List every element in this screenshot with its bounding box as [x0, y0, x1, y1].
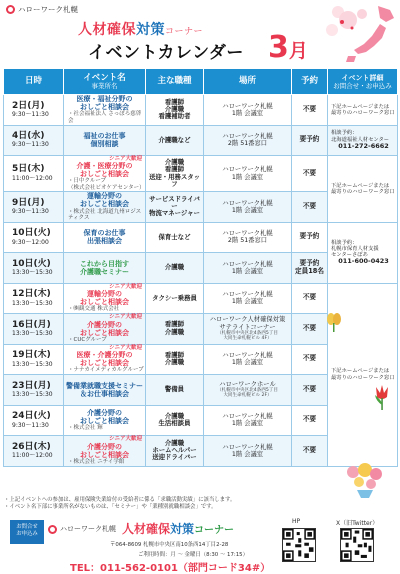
table-row	[4, 125, 398, 156]
event-title: 保育のお仕事 出張相談会	[83, 229, 126, 246]
reservation-status: 不要	[302, 354, 317, 363]
month-label	[268, 30, 308, 65]
place-cell	[204, 405, 292, 436]
details-text: 相談予約： 北海道福祉人材センター	[331, 130, 390, 143]
note-2: ・イベント名下部に事業所名がないものは、「セミナー」や「業種別就職相談会」です。	[4, 504, 217, 511]
job-types: 看護師 介護職 看護補助者	[158, 97, 191, 121]
event-date: 24日(火)	[12, 411, 51, 422]
footer-address: 〒064-8609 札幌市中央区南10条西14丁目2-28	[110, 542, 229, 548]
company-name: ・ナナカイメディカルグループ	[68, 367, 144, 374]
senior-welcome-tag: シニア大歓迎	[108, 436, 142, 443]
japan-map-icon	[318, 2, 398, 66]
date-cell	[4, 344, 64, 375]
jobs-cell	[146, 125, 204, 156]
table-header-row	[4, 69, 398, 95]
event-time: 9:30～11:30	[12, 421, 49, 429]
reservation-cell	[292, 436, 328, 467]
reservation-status: 不要	[302, 384, 317, 393]
place-cell	[204, 253, 292, 284]
col-header-place: 場所	[204, 69, 292, 95]
date-cell	[4, 222, 64, 253]
senior-welcome-tag: シニア大歓迎	[108, 314, 142, 321]
reservation-cell	[292, 156, 328, 192]
venue: ハローワーク札幌 2階 51番窓口	[222, 230, 273, 245]
venue: ハローワーク人材確保対策 サテライトコーナー	[209, 316, 286, 331]
brand-logo	[6, 4, 78, 15]
place-cell	[204, 156, 292, 192]
job-types: タクシー乗務員	[152, 293, 197, 302]
event-time: 9:30～11:30	[12, 110, 49, 118]
jobs-cell	[146, 253, 204, 284]
reservation-cell	[292, 344, 328, 375]
details-text: 下記ホームページまたは 最寄りのハローワーク窓口	[331, 182, 395, 195]
event-time: 13:30～15:30	[12, 360, 53, 368]
hellowork-logo-icon	[48, 525, 57, 534]
jobs-cell	[146, 283, 204, 314]
title-part-3: 対策	[136, 22, 165, 38]
place-cell	[204, 283, 292, 314]
jobs-cell	[146, 436, 204, 467]
event-date: 26日(木)	[12, 441, 51, 452]
note-1: ・上記イベントへの参加は、雇用保険失業給付の受給者に係る「求職活動実績」に該当します。	[4, 497, 236, 503]
event-title: 警備業就職支援セミナー ＆お仕事相談会	[66, 381, 143, 398]
reservation-status: 要予約	[299, 135, 320, 144]
notes	[4, 497, 396, 511]
date-cell	[4, 253, 64, 284]
reservation-cell	[292, 375, 328, 406]
company-name: ・CUCグループ	[68, 336, 107, 343]
senior-welcome-tag: シニア大歓迎	[108, 283, 142, 290]
venue-note: （札幌市中央区北4条西5丁目 大同生命札幌ビル 2F）	[217, 388, 278, 399]
footer-title: 人材確保対策コーナー	[122, 522, 235, 536]
footer-brand	[48, 524, 116, 534]
event-cell	[64, 283, 146, 314]
job-types: 介護職 ホームヘルパー 送迎ドライバー	[152, 438, 197, 462]
event-time: 13:30～15:30	[12, 330, 53, 337]
footer-brand-name: ハローワーク札幌	[60, 525, 116, 533]
details-cell	[328, 222, 398, 283]
table-row	[4, 95, 398, 126]
event-date: 4日(水)	[12, 131, 45, 142]
corner-title	[78, 19, 203, 39]
jobs-cell	[146, 314, 204, 345]
qr-code-icon	[283, 529, 315, 561]
col-header-reservation: 予約	[292, 69, 328, 95]
reservation-status: 要予約 定員18名	[295, 259, 324, 275]
reservation-cell	[292, 95, 328, 126]
place-cell	[204, 314, 292, 345]
venue: ハローワーク札幌 1階 会議室	[222, 199, 273, 214]
date-cell	[4, 375, 64, 406]
job-types: 保育士など	[158, 232, 191, 241]
date-cell	[4, 436, 64, 467]
col-header-jobs: 主な職種	[146, 69, 204, 95]
venue: ハローワーク札幌 1階 会議室	[222, 291, 273, 306]
jobs-cell	[146, 192, 204, 223]
job-types: 看護師 介護職	[164, 320, 185, 336]
jobs-cell	[146, 375, 204, 406]
event-title: 福祉のお仕事 個別相談	[83, 132, 126, 149]
jobs-cell	[146, 405, 204, 436]
company-name: ・株式会社 北海道九州ロジスティクス	[68, 208, 142, 221]
job-types: 介護職 看護師 送迎・用務スタッフ	[148, 157, 201, 188]
event-title: 医療・介護分野の おしごと相談会	[76, 351, 133, 368]
place-cell	[204, 125, 292, 156]
jobs-cell	[146, 344, 204, 375]
venue: ハローワーク札幌 1階 会議室	[222, 443, 273, 458]
title-part-2: 確保	[107, 22, 136, 38]
job-types: 看護師 介護職	[164, 350, 185, 367]
reservation-status: 不要	[302, 293, 317, 302]
footer-hours: ご利用時間：月 ～ 金曜日（8:30 ～ 17:15）	[138, 552, 248, 558]
reservation-status: 不要	[302, 415, 317, 424]
table-row	[4, 283, 398, 314]
venue: ハローワーク札幌 1階 会議室	[222, 102, 273, 117]
col-header-date: 日時	[4, 69, 64, 95]
jobs-cell	[146, 222, 204, 253]
hellowork-logo-icon	[6, 5, 15, 14]
event-title: 介護分野の おしごと相談会	[80, 442, 129, 459]
job-types: 介護職など	[158, 135, 191, 144]
header	[0, 0, 400, 68]
reservation-status: 不要	[302, 168, 317, 177]
date-cell	[4, 283, 64, 314]
details-cell	[328, 95, 398, 126]
event-date: 2日(月)	[12, 100, 45, 111]
place-cell	[204, 95, 292, 126]
job-types: サービスドライバー 物流マネージャー	[149, 194, 200, 218]
date-cell	[4, 156, 64, 192]
month-unit: 月	[288, 40, 308, 62]
event-date: 9日(月)	[12, 197, 45, 208]
senior-welcome-tag: シニア大歓迎	[108, 156, 142, 162]
reservation-cell	[292, 405, 328, 436]
event-time: 9:30～11:30	[12, 141, 49, 149]
title-part-1: 人材	[78, 22, 107, 38]
reservation-cell	[292, 253, 328, 284]
jobs-cell	[146, 156, 204, 192]
company-name: ・社会福祉法人 さっぽろ慈啓会	[68, 111, 142, 124]
place-cell	[204, 192, 292, 223]
reservation-cell	[292, 192, 328, 223]
title-part-4: コーナー	[165, 27, 204, 37]
date-cell	[4, 405, 64, 436]
contact-phone: 011-272-6662	[338, 141, 389, 150]
reservation-status: 不要	[302, 104, 317, 113]
event-date: 5日(木)	[12, 164, 45, 175]
event-time: 13:30～15:30	[12, 269, 53, 276]
event-date: 19日(木)	[12, 350, 51, 361]
event-cell	[64, 156, 146, 192]
company-name: ・㈱観交通 株式会社	[68, 306, 120, 313]
date-cell	[4, 192, 64, 223]
event-calendar-table	[3, 68, 397, 467]
reservation-cell	[292, 283, 328, 314]
reservation-status: 不要	[302, 201, 317, 210]
event-cell	[64, 405, 146, 436]
company-name: ・日中クループ （株式会社ビオケアセンター）	[68, 178, 145, 191]
col-header-event: イベント名 事業所名	[64, 69, 146, 95]
place-cell	[204, 222, 292, 253]
event-cell	[64, 344, 146, 375]
hp-label: HP	[292, 518, 301, 525]
reservation-status: 要予約	[299, 232, 320, 241]
tulip-yellow-icon	[323, 311, 345, 333]
reservation-cell	[292, 222, 328, 253]
details-text: 下記ホームページまたは 最寄りのハローワーク窓口	[331, 368, 395, 381]
table-row	[4, 156, 398, 192]
venue-note: （札幌市中央区北4条西5丁目 大同生命札幌ビル 4F）	[217, 330, 278, 342]
event-cell	[64, 253, 146, 284]
table-row	[4, 222, 398, 253]
job-types: 介護職	[164, 263, 185, 272]
event-time: 13:30～15:30	[12, 391, 53, 398]
event-date: 12日(木)	[12, 289, 51, 300]
date-cell	[4, 314, 64, 345]
company-name: ・株式会社 ニチイ学館	[68, 458, 125, 465]
event-cell	[64, 192, 146, 223]
flower-bouquet-icon	[343, 462, 387, 498]
event-title: 介護分野の おしごと相談会	[80, 320, 129, 337]
event-title: 運輸分野の おしごと相談会	[80, 192, 129, 209]
footer	[0, 514, 400, 574]
venue: ハローワーク札幌 1階 会議室	[222, 352, 273, 367]
venue: ハローワーク札幌 2階 51番窓口	[222, 133, 273, 148]
tulip-red-icon	[372, 383, 392, 411]
venue: ハローワーク札幌 1階 会議室	[222, 413, 273, 428]
reservation-status: 不要	[302, 323, 317, 332]
event-time: 11:00～12:00	[12, 174, 53, 182]
event-title: 運輸分野の おしごと相談会	[80, 290, 129, 307]
event-cell	[64, 375, 146, 406]
x-label: X（旧Twitter）	[336, 520, 379, 527]
event-cell	[64, 436, 146, 467]
footer-tel: TEL：011-562-0101（部門コード34#）	[70, 563, 271, 574]
job-types: 介護職 生活相談員	[158, 411, 191, 428]
company-name: ・株式会社 輝	[68, 425, 103, 432]
date-cell	[4, 95, 64, 126]
event-cell	[64, 314, 146, 345]
qr-code-icon	[341, 529, 373, 561]
event-title: 介護分野の おしごと相談会	[80, 409, 129, 426]
event-date: 16日(月)	[12, 319, 51, 330]
month-number: 3	[268, 30, 289, 65]
details-cell	[328, 125, 398, 156]
event-time: 9:30～11:30	[12, 208, 49, 215]
hp-qr-code[interactable]	[282, 528, 316, 562]
event-date: 10日(火)	[12, 228, 51, 239]
venue: ハローワーク札幌 1階 会議室	[222, 166, 273, 181]
event-cell	[64, 125, 146, 156]
place-cell	[204, 344, 292, 375]
event-date: 10日(火)	[12, 258, 51, 269]
venue: ハローワークホール	[219, 380, 276, 388]
event-cell	[64, 222, 146, 253]
x-qr-code[interactable]	[340, 528, 374, 562]
event-cell	[64, 95, 146, 126]
contact-phone: 011-600-0423	[338, 256, 389, 265]
job-types: 警備員	[164, 385, 185, 394]
place-cell	[204, 375, 292, 406]
reservation-status: 不要	[302, 445, 317, 454]
event-time: 9:30～12:00	[12, 238, 49, 246]
venue: ハローワーク札幌 1階 会議室	[222, 260, 273, 275]
senior-welcome-tag: シニア大歓迎	[108, 344, 142, 351]
col-header-details: イベント詳細 お問合せ・お申込み	[328, 69, 398, 95]
details-text: 下記ホームページまたは 最寄りのハローワーク窓口	[331, 103, 395, 116]
reservation-cell	[292, 125, 328, 156]
event-title: これから目指す 介護職セミナー	[80, 259, 129, 276]
date-cell	[4, 125, 64, 156]
event-time: 13:30～15:30	[12, 299, 53, 307]
event-time: 11:00～12:00	[12, 452, 53, 459]
event-date: 23日(月)	[12, 380, 51, 391]
jobs-cell	[146, 95, 204, 126]
event-title: 医療・福祉分野の おしごと相談会	[76, 95, 133, 112]
event-title: 介護・医療分野の おしごと相談会	[76, 162, 133, 179]
page-title: イベントカレンダー	[88, 43, 244, 63]
brand-name: ハローワーク札幌	[18, 5, 78, 14]
details-text: 相談予約： 札幌市保育人材支援 センターさぽあ	[331, 239, 379, 258]
inquiry-badge: お問合せ お申込み	[10, 520, 44, 544]
place-cell	[204, 436, 292, 467]
details-cell	[328, 156, 398, 223]
